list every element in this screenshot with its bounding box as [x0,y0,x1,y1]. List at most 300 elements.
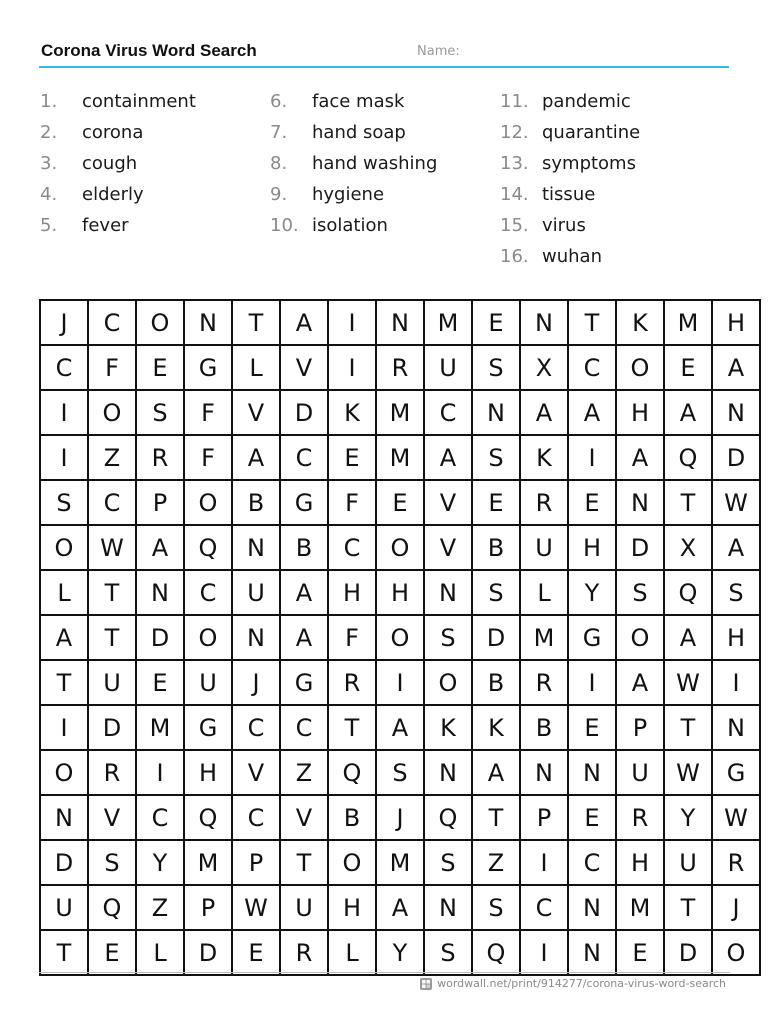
word-list-item [500,241,730,272]
grid-row [40,795,760,840]
grid-cell: C [424,390,472,435]
grid-cell: I [136,750,184,795]
grid-cell: L [232,345,280,390]
grid-cell: Q [472,930,520,975]
grid-row [40,750,760,795]
word-list-item [270,148,500,179]
grid-cell: E [376,480,424,525]
grid-cell: N [520,300,568,345]
grid-cell: U [664,840,712,885]
grid-cell: U [424,345,472,390]
grid-cell: T [328,705,376,750]
word-list-item [500,86,730,117]
grid-cell: R [520,480,568,525]
word-list-column-1 [40,86,270,241]
grid-cell: H [616,840,664,885]
grid-cell: L [40,570,88,615]
grid-cell: Q [184,795,232,840]
grid-cell: O [88,390,136,435]
grid-cell: P [184,885,232,930]
word-search-grid [39,299,761,976]
grid-cell: H [376,570,424,615]
grid-cell: O [136,300,184,345]
grid-cell: I [40,705,88,750]
grid-cell: A [280,570,328,615]
grid-cell: P [616,705,664,750]
grid-cell: A [616,660,664,705]
grid-cell: F [184,390,232,435]
grid-cell: I [712,660,760,705]
grid-cell: T [472,795,520,840]
word-number: 15. [500,215,529,236]
word-list-item [270,210,500,241]
grid-cell: L [520,570,568,615]
grid-cell: V [424,525,472,570]
grid-cell: Z [88,435,136,480]
grid-cell: E [136,345,184,390]
word-number: 8. [270,153,288,174]
wordwall-logo-icon [420,978,432,990]
grid-cell: D [88,705,136,750]
grid-cell: C [280,435,328,480]
grid-cell: I [40,435,88,480]
grid-cell: H [712,615,760,660]
grid-row [40,435,760,480]
grid-cell: G [280,480,328,525]
word-text: hand washing [312,153,438,174]
grid-cell: H [184,750,232,795]
grid-cell: T [40,660,88,705]
grid-cell: A [664,615,712,660]
grid-cell: D [712,435,760,480]
grid-cell: S [472,435,520,480]
grid-cell: N [568,750,616,795]
word-list-item [270,86,500,117]
grid-cell: C [40,345,88,390]
grid-cell: I [328,345,376,390]
grid-cell: S [424,930,472,975]
grid-cell: M [520,615,568,660]
word-number: 7. [270,122,288,143]
grid-cell: V [232,390,280,435]
word-number: 1. [40,91,58,112]
grid-cell: R [88,750,136,795]
grid-cell: W [232,885,280,930]
grid-row [40,705,760,750]
grid-cell: I [40,390,88,435]
grid-cell: O [376,615,424,660]
word-list-column-3 [500,86,730,272]
grid-cell: V [232,750,280,795]
word-number: 16. [500,246,529,267]
word-number: 10. [270,215,299,236]
grid-cell: N [40,795,88,840]
grid-cell: A [376,885,424,930]
grid-cell: A [424,435,472,480]
grid-cell: Q [424,795,472,840]
word-number: 2. [40,122,58,143]
grid-cell: C [568,345,616,390]
grid-cell: C [280,705,328,750]
grid-cell: W [712,795,760,840]
grid-cell: T [664,705,712,750]
grid-row [40,390,760,435]
footer-divider [39,972,730,973]
footer [420,977,726,990]
grid-cell: A [280,615,328,660]
grid-cell: U [232,570,280,615]
grid-cell: S [472,345,520,390]
grid-cell: N [712,390,760,435]
grid-cell: N [232,525,280,570]
grid-cell: A [616,435,664,480]
grid-cell: E [616,930,664,975]
grid-cell: E [472,480,520,525]
grid-cell: K [472,705,520,750]
grid-cell: A [472,750,520,795]
grid-cell: O [328,840,376,885]
grid-cell: D [616,525,664,570]
grid-cell: Q [88,885,136,930]
word-text: symptoms [542,153,636,174]
grid-cell: E [568,795,616,840]
grid-cell: M [616,885,664,930]
word-list-item [40,210,270,241]
grid-cell: D [136,615,184,660]
grid-cell: R [712,840,760,885]
grid-cell: J [376,795,424,840]
grid-cell: K [520,435,568,480]
grid-cell: C [328,525,376,570]
grid-cell: R [520,660,568,705]
grid-cell: M [136,705,184,750]
grid-cell: O [376,525,424,570]
grid-cell: I [520,840,568,885]
grid-cell: T [232,300,280,345]
grid-cell: H [712,300,760,345]
grid-cell: R [376,345,424,390]
grid-cell: S [376,750,424,795]
grid-row [40,885,760,930]
grid-cell: N [232,615,280,660]
grid-cell: E [472,300,520,345]
word-text: containment [82,91,196,112]
grid-cell: P [232,840,280,885]
grid-cell: M [424,300,472,345]
grid-row [40,930,760,975]
grid-cell: X [664,525,712,570]
grid-cell: V [280,345,328,390]
grid-cell: M [376,840,424,885]
grid-cell: I [328,300,376,345]
word-number: 11. [500,91,529,112]
grid-cell: C [136,795,184,840]
word-text: isolation [312,215,388,236]
grid-cell: S [472,885,520,930]
word-text: wuhan [542,246,602,267]
grid-cell: E [568,705,616,750]
grid-cell: R [136,435,184,480]
grid-cell: H [328,570,376,615]
grid-row [40,525,760,570]
grid-cell: B [520,705,568,750]
grid-cell: Y [568,570,616,615]
grid-cell: R [616,795,664,840]
word-list-item [500,117,730,148]
word-text: hand soap [312,122,406,143]
grid-cell: S [88,840,136,885]
grid-cell: E [568,480,616,525]
grid-cell: Z [472,840,520,885]
footer-url[interactable]: wordwall.net/print/914277/corona-virus-word-search [437,977,726,990]
grid-cell: U [280,885,328,930]
grid-cell: P [136,480,184,525]
grid-cell: N [616,480,664,525]
grid-row [40,345,760,390]
grid-cell: O [424,660,472,705]
word-number: 13. [500,153,529,174]
grid-cell: R [280,930,328,975]
grid-cell: E [232,930,280,975]
grid-cell: N [424,885,472,930]
grid-cell: Q [184,525,232,570]
grid-cell: U [88,660,136,705]
grid-row [40,570,760,615]
name-label: Name: [417,44,460,59]
grid-cell: S [424,615,472,660]
grid-cell: D [280,390,328,435]
grid-cell: D [472,615,520,660]
grid-cell: F [328,615,376,660]
word-text: hygiene [312,184,385,205]
grid-cell: A [136,525,184,570]
grid-cell: H [616,390,664,435]
grid-cell: H [568,525,616,570]
grid-cell: V [424,480,472,525]
grid-cell: N [376,300,424,345]
grid-cell: F [328,480,376,525]
grid-cell: Y [136,840,184,885]
word-number: 14. [500,184,529,205]
grid-cell: D [664,930,712,975]
grid-cell: A [280,300,328,345]
grid-cell: N [712,705,760,750]
grid-cell: N [472,390,520,435]
grid-cell: B [472,660,520,705]
grid-cell: C [520,885,568,930]
word-number: 6. [270,91,288,112]
grid-cell: M [184,840,232,885]
grid-cell: I [520,930,568,975]
grid-cell: S [136,390,184,435]
grid-cell: W [664,750,712,795]
grid-cell: S [712,570,760,615]
grid-cell: T [568,300,616,345]
grid-cell: N [424,570,472,615]
word-list-item [40,179,270,210]
grid-cell: S [424,840,472,885]
grid-cell: U [184,660,232,705]
grid-cell: Q [664,570,712,615]
grid-cell: K [616,300,664,345]
grid-cell: J [40,300,88,345]
grid-cell: O [40,750,88,795]
word-list-item [40,148,270,179]
word-number: 4. [40,184,58,205]
grid-cell: H [328,885,376,930]
grid-cell: Y [376,930,424,975]
grid-cell: V [280,795,328,840]
grid-cell: N [568,930,616,975]
word-text: fever [82,215,129,236]
worksheet-header [39,40,729,68]
grid-cell: B [472,525,520,570]
grid-cell: G [712,750,760,795]
grid-cell: K [424,705,472,750]
grid-row [40,615,760,660]
grid-cell: G [184,705,232,750]
grid-cell: B [280,525,328,570]
grid-cell: F [88,345,136,390]
grid-cell: N [424,750,472,795]
grid-cell: C [232,705,280,750]
grid-cell: M [664,300,712,345]
grid-cell: E [328,435,376,480]
grid-cell: G [184,345,232,390]
word-list-item [40,117,270,148]
word-text: elderly [82,184,144,205]
word-text: face mask [312,91,405,112]
grid-cell: T [88,615,136,660]
grid-cell: M [376,435,424,480]
grid-cell: S [40,480,88,525]
grid-cell: S [472,570,520,615]
word-number: 12. [500,122,529,143]
grid-cell: U [616,750,664,795]
word-text: pandemic [542,91,631,112]
grid-cell: T [40,930,88,975]
grid-cell: A [568,390,616,435]
grid-cell: A [232,435,280,480]
word-list-item [270,117,500,148]
grid-cell: B [232,480,280,525]
grid-cell: K [328,390,376,435]
grid-row [40,660,760,705]
grid-cell: O [616,345,664,390]
grid-cell: O [184,480,232,525]
grid-cell: U [520,525,568,570]
grid-cell: C [88,300,136,345]
grid-cell: L [136,930,184,975]
grid-cell: A [520,390,568,435]
word-number: 5. [40,215,58,236]
grid-cell: W [88,525,136,570]
word-list-item [500,148,730,179]
grid-cell: E [136,660,184,705]
grid-cell: S [616,570,664,615]
grid-cell: A [712,345,760,390]
word-text: virus [542,215,586,236]
grid-cell: O [616,615,664,660]
grid-cell: T [280,840,328,885]
word-list-item [500,179,730,210]
grid-cell: A [712,525,760,570]
word-text: cough [82,153,138,174]
word-text: tissue [542,184,596,205]
word-list-item [40,86,270,117]
grid-cell: E [88,930,136,975]
grid-cell: I [568,435,616,480]
grid-cell: T [88,570,136,615]
grid-cell: N [136,570,184,615]
word-list-item [500,210,730,241]
word-list-item [270,179,500,210]
grid-row [40,480,760,525]
grid-cell: N [568,885,616,930]
word-list-column-2 [270,86,500,241]
grid-cell: U [40,885,88,930]
grid-cell: Z [280,750,328,795]
grid-cell: W [712,480,760,525]
word-number: 9. [270,184,288,205]
grid-cell: R [328,660,376,705]
grid-cell: C [568,840,616,885]
word-text: corona [82,122,144,143]
grid-cell: J [712,885,760,930]
grid-cell: O [40,525,88,570]
grid-cell: A [376,705,424,750]
grid-cell: C [88,480,136,525]
grid-cell: B [328,795,376,840]
grid-cell: C [184,570,232,615]
grid-cell: A [664,390,712,435]
grid-cell: Y [664,795,712,840]
grid-cell: D [40,840,88,885]
word-list [40,86,730,276]
grid-cell: C [232,795,280,840]
grid-cell: G [280,660,328,705]
grid-cell: A [40,615,88,660]
grid-cell: N [520,750,568,795]
grid-cell: T [664,885,712,930]
grid-cell: Q [664,435,712,480]
grid-cell: T [664,480,712,525]
grid-cell: L [328,930,376,975]
grid-cell: D [184,930,232,975]
grid-cell: W [664,660,712,705]
grid-cell: Q [328,750,376,795]
grid-cell: V [88,795,136,840]
grid-cell: Z [136,885,184,930]
grid-cell: X [520,345,568,390]
grid-row [40,300,760,345]
grid-cell: N [184,300,232,345]
grid-cell: O [184,615,232,660]
grid-cell: M [376,390,424,435]
grid-cell: J [232,660,280,705]
grid-cell: F [184,435,232,480]
word-text: quarantine [542,122,641,143]
grid-cell: G [568,615,616,660]
grid-cell: E [664,345,712,390]
grid-cell: P [520,795,568,840]
grid-cell: O [712,930,760,975]
grid-cell: I [376,660,424,705]
grid-cell: I [568,660,616,705]
word-number: 3. [40,153,58,174]
page-title: Corona Virus Word Search [41,41,257,60]
grid-row [40,840,760,885]
